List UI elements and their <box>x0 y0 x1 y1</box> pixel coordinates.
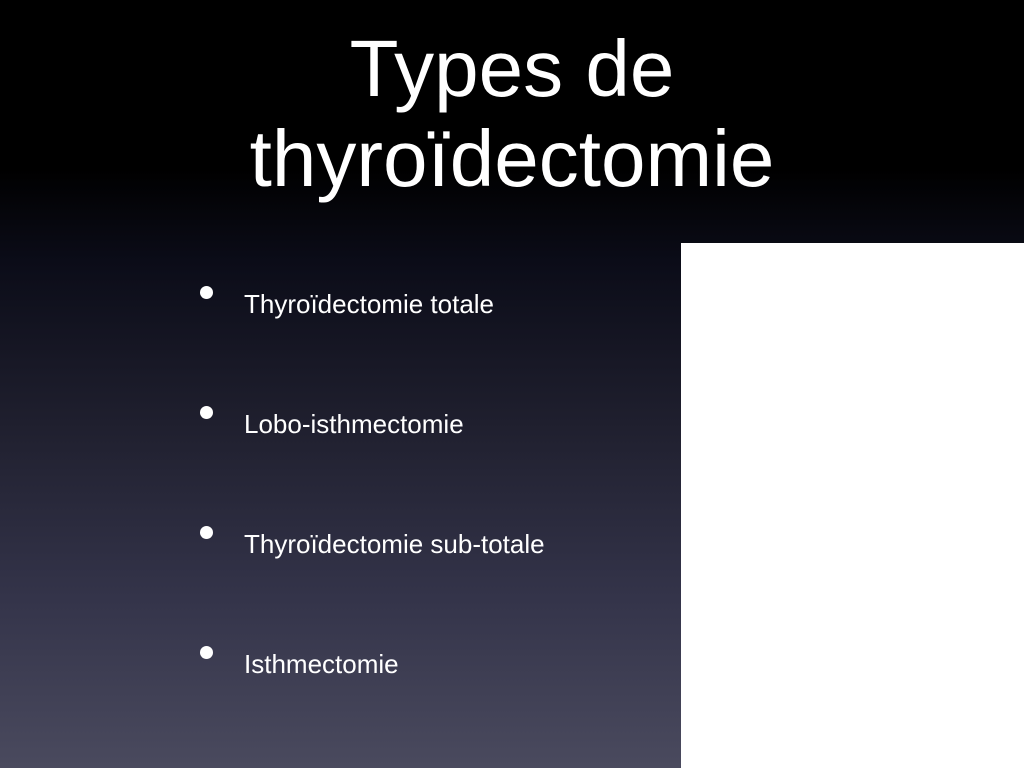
bullet-text: Lobo-isthmectomie <box>244 409 464 439</box>
slide-title-line-2: thyroïdectomie <box>249 114 775 203</box>
slide-title <box>0 24 1024 204</box>
bullet-text: Isthmectomie <box>244 649 399 679</box>
slide-title-line-1: Types de <box>349 24 675 113</box>
bullet-text: Thyroïdectomie sub-totale <box>244 529 545 559</box>
bullet-dot-icon <box>200 286 213 299</box>
bullet-dot-icon <box>200 406 213 419</box>
bullet-dot-icon <box>200 646 213 659</box>
bullet-text: Thyroïdectomie totale <box>244 289 495 319</box>
bullet-dot-icon <box>200 526 213 539</box>
image-placeholder-panel <box>681 243 1024 768</box>
